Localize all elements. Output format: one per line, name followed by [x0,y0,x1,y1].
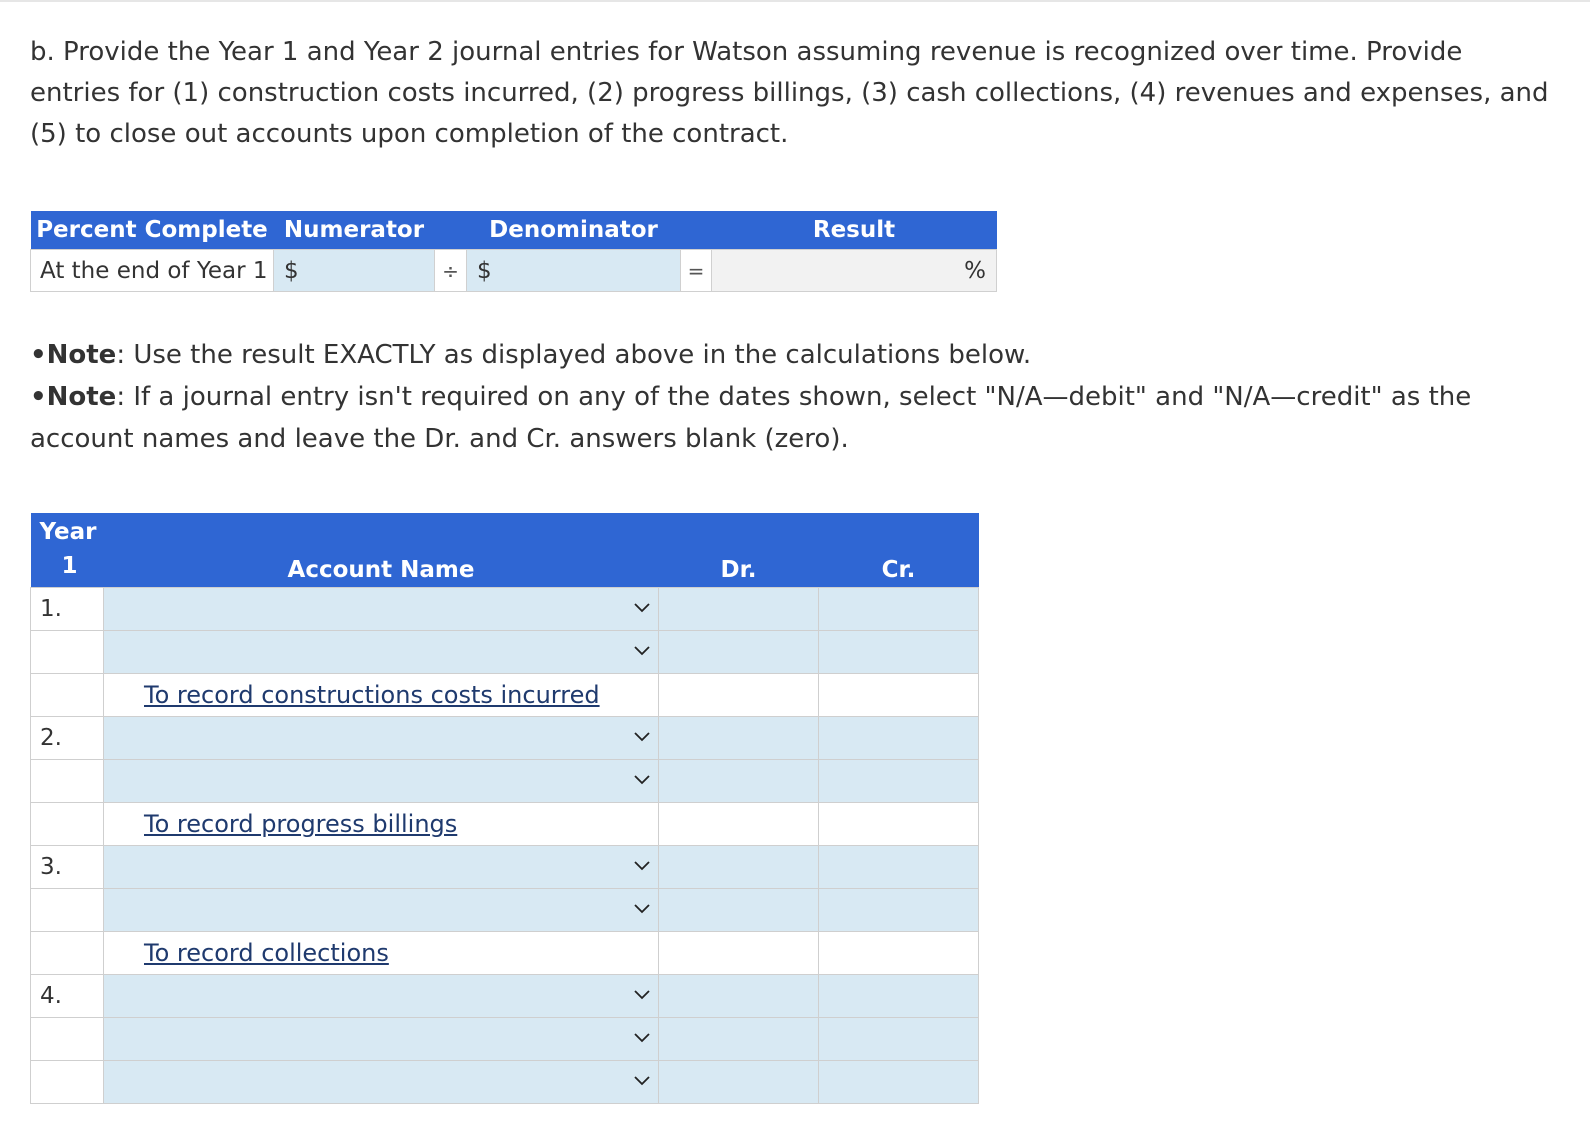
percent-complete-table [30,211,997,292]
chevron-down-icon [632,1070,652,1090]
note-1: •Note: Use the result EXACTLY as displayed above in the calculations below. [30,340,1032,370]
account-select[interactable] [104,889,659,932]
chevron-down-icon [632,898,652,918]
credit-input[interactable] [819,631,979,674]
chevron-down-icon [632,984,652,1004]
header-percent-complete: Percent Complete [31,211,274,250]
account-select[interactable] [104,717,659,760]
debit-input[interactable] [659,717,819,760]
entry-number: 2. [31,717,104,760]
header-denominator: Denominator [467,211,681,250]
debit-input[interactable] [659,588,819,631]
note-2: •Note: If a journal entry isn't required on any of the dates shown, select "N/A—debit" and "N/A—credit" as the account names and leave the Dr. and Cr. answers blank (zero). [30,382,1472,454]
debit-input[interactable] [659,846,819,889]
credit-input[interactable] [819,1061,979,1104]
memo-link[interactable]: To record progress billings [144,810,458,838]
credit-input[interactable] [819,760,979,803]
chevron-down-icon [632,1027,652,1047]
header-result: Result [712,211,997,250]
credit-input[interactable] [819,889,979,932]
credit-input[interactable] [819,975,979,1018]
notes [30,334,1560,460]
currency-symbol: $ [477,257,492,284]
account-select[interactable] [104,1018,659,1061]
credit-input[interactable] [819,588,979,631]
chevron-down-icon [632,726,652,746]
chevron-down-icon [632,855,652,875]
account-select[interactable] [104,760,659,803]
credit-input[interactable] [819,1018,979,1061]
numerator-input[interactable] [274,250,435,292]
journal-entry-table [30,513,979,1104]
account-select[interactable] [104,588,659,631]
entry-memo [104,803,659,846]
header-credit: Cr. [819,513,979,588]
debit-input[interactable] [659,975,819,1018]
entry-number: 3. [31,846,104,889]
account-select[interactable] [104,1061,659,1104]
divide-symbol: ÷ [435,250,467,292]
memo-link[interactable]: To record constructions costs incurred [144,681,600,709]
question-text: b. Provide the Year 1 and Year 2 journal entries for Watson assuming revenue is recognized over time. Provide entries for (1) construction costs incurred, (2) progress billings, (3) cash collections, (4) revenues and expenses, and (5) to close out accounts upon completion of the contract. [30,37,1549,149]
denominator-input[interactable] [467,250,681,292]
result-input[interactable] [712,250,997,292]
entry-number: 4. [31,975,104,1018]
debit-input[interactable] [659,1018,819,1061]
credit-input[interactable] [819,717,979,760]
header-account-name: Account Name [104,513,659,588]
currency-symbol: $ [284,257,299,284]
entry-memo [104,932,659,975]
top-divider [0,0,1590,2]
debit-input[interactable] [659,889,819,932]
percent-symbol: % [964,257,986,284]
chevron-down-icon [632,640,652,660]
header-debit: Dr. [659,513,819,588]
equals-symbol: = [681,250,712,292]
account-select[interactable] [104,846,659,889]
entry-number: 1. [31,588,104,631]
debit-input[interactable] [659,631,819,674]
chevron-down-icon [632,769,652,789]
account-select[interactable] [104,975,659,1018]
memo-link[interactable]: To record collections [144,939,389,967]
header-year: Year 1 [31,513,104,588]
header-numerator: Numerator [274,211,435,250]
entry-memo [104,674,659,717]
debit-input[interactable] [659,760,819,803]
debit-input[interactable] [659,1061,819,1104]
credit-input[interactable] [819,846,979,889]
chevron-down-icon [632,597,652,617]
account-select[interactable] [104,631,659,674]
row-label: At the end of Year 1 [31,250,274,292]
